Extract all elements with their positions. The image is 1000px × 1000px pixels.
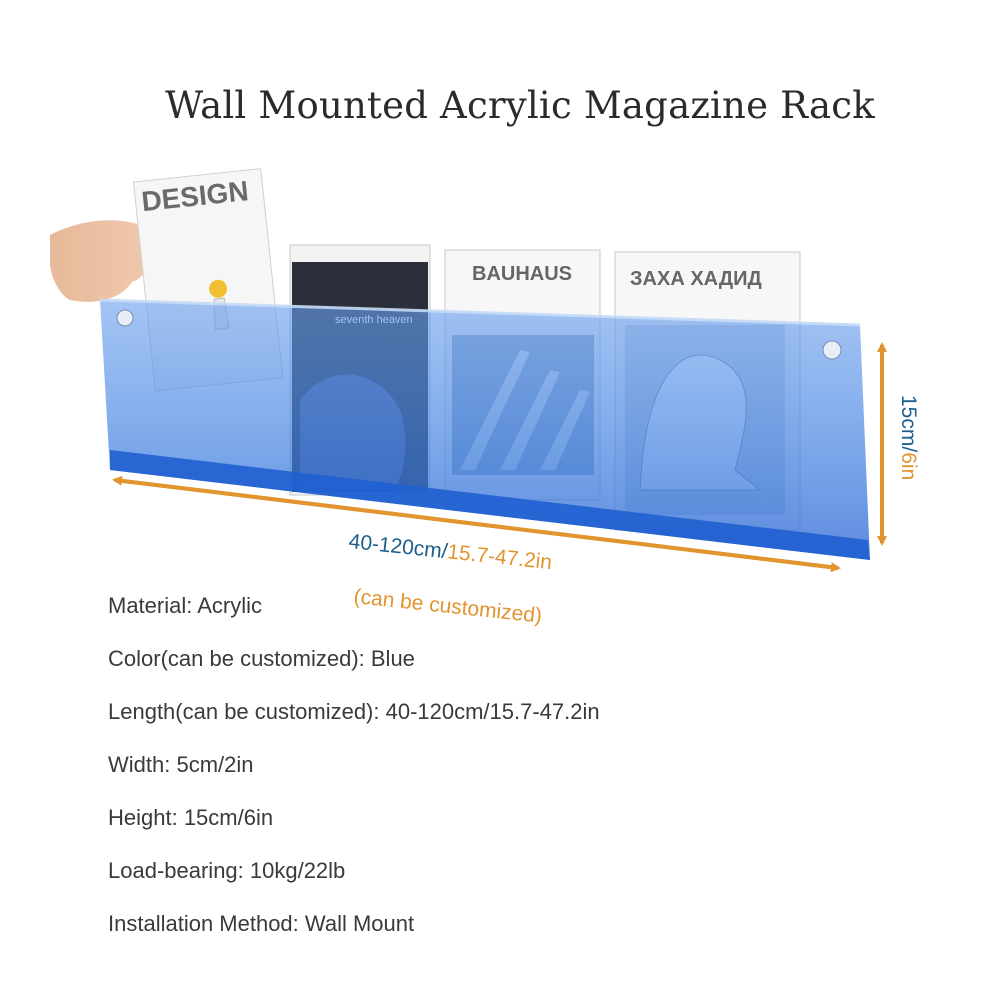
length-imperial: 15.7-47.2in [446, 540, 554, 575]
mount-screw-icon [117, 310, 133, 326]
custom-note: (can be customized) [352, 585, 544, 628]
height-metric: 15cm/ [897, 395, 920, 453]
magazine-title: DESIGN [139, 175, 250, 218]
spec-color: Color(can be customized): Blue [108, 646, 415, 671]
page-title: Wall Mounted Acrylic Magazine Rack [165, 84, 875, 127]
spec-height: Height: 15cm/6in [108, 805, 274, 830]
magazine-title: ЗАХА ХАДИД [630, 268, 762, 290]
spec-load-bearing: Load-bearing: 10kg/22lb [108, 858, 346, 883]
spec-material: Material: Acrylic [108, 593, 263, 618]
spec-installation: Installation Method: Wall Mount [108, 911, 415, 936]
height-imperial: 6in [897, 452, 920, 481]
acrylic-rack [100, 300, 870, 560]
spec-length: Length(can be customized): 40-120cm/15.7-47.2in [108, 699, 600, 724]
mount-screw-icon [823, 341, 841, 359]
length-metric: 40-120cm/ [347, 530, 449, 564]
spec-list [108, 590, 600, 961]
spec-width: Width: 5cm/2in [108, 752, 254, 777]
magazine-title: BAUHAUS [472, 263, 572, 285]
height-dimension-label [896, 395, 920, 480]
